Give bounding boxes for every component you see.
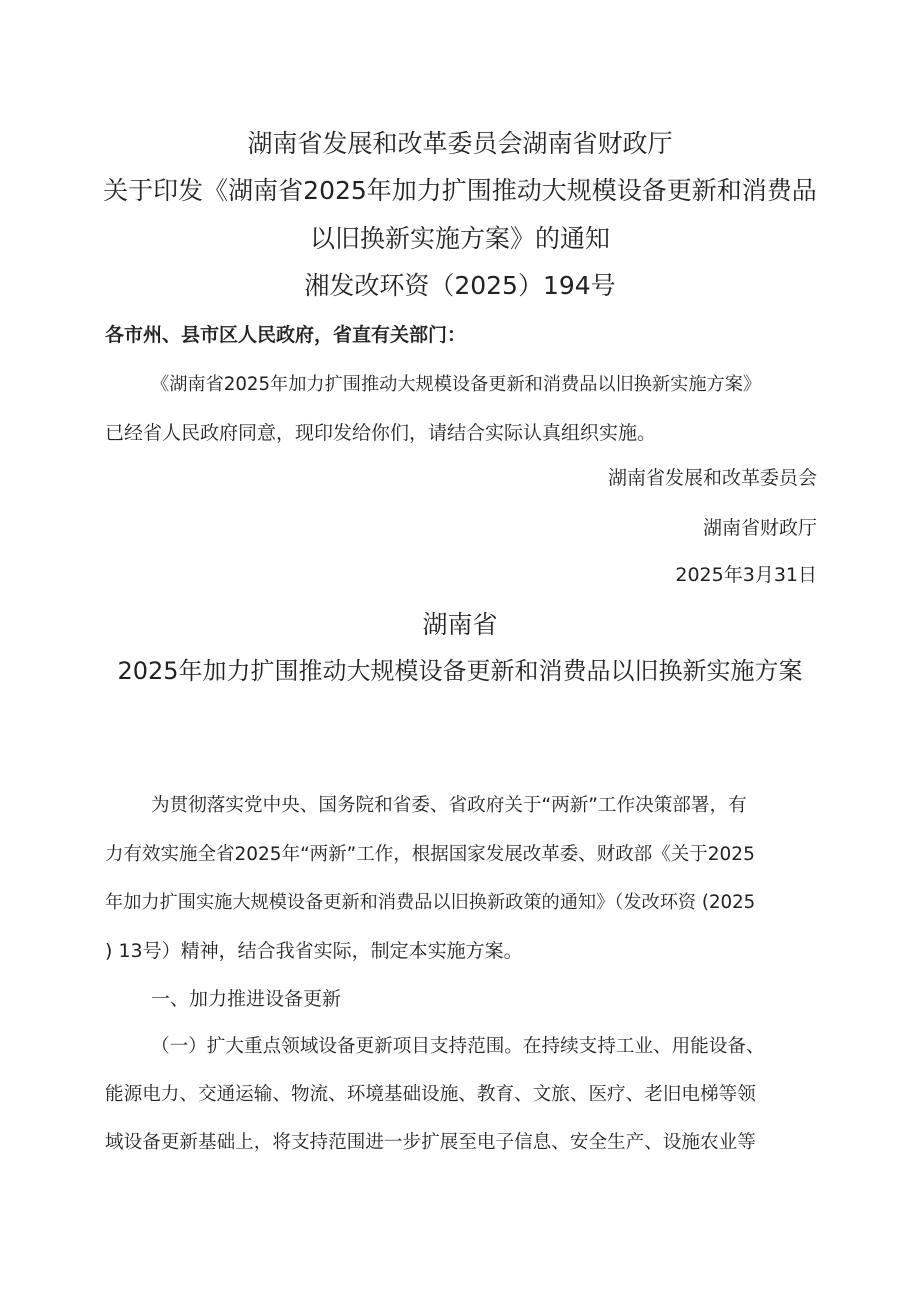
notice-body-line-1: 《湖南省2025年加力扩围推动大规模设备更新和消费品以旧换新实施方案》 — [151, 374, 762, 395]
notice-date: 2025年3月31日 — [675, 564, 817, 586]
subsection-line-1: （一）扩大重点领域设备更新项目支持范围。在持续支持工业、用能设备、 — [151, 1036, 765, 1057]
signature-drc: 湖南省发展和改革委员会 — [607, 467, 817, 489]
plan-title-line-2: 2025年加力扩围推动大规模设备更新和消费品以旧换新实施方案 — [117, 657, 803, 685]
intro-line-2: 力有效实施全省2025年“两新”工作，根据国家发展改革委、财政部《关于2025 — [105, 844, 755, 865]
intro-line-1: 为贯彻落实党中央、国务院和省委、省政府关于“两新”工作决策部署，有 — [151, 795, 747, 816]
document-number: 湘发改环资（2025）194号 — [304, 271, 616, 300]
notice-title-line-1: 湖南省发展和改革委员会湖南省财政厅 — [247, 129, 673, 158]
notice-body-line-2: 已经省人民政府同意，现印发给你们，请结合实际认真组织实施。 — [105, 422, 657, 444]
section-heading-1: 一、加力推进设备更新 — [151, 988, 342, 1010]
subsection-line-3: 域设备更新基础上，将支持范围进一步扩展至电子信息、安全生产、设施农业等 — [105, 1132, 756, 1153]
intro-line-3: 年加力扩围实施大规模设备更新和消费品以旧换新政策的通知》（发改环资 (2025 — [105, 892, 756, 913]
salutation: 各市州、县市区人民政府，省直有关部门： — [105, 324, 467, 346]
intro-line-4: ) 13号）精神，结合我省实际，制定本实施方案。 — [105, 940, 523, 962]
notice-title-line-2: 关于印发《湖南省2025年加力扩围推动大规模设备更新和消费品 — [103, 176, 817, 205]
notice-title-line-3: 以旧换新实施方案》的通知 — [309, 224, 610, 253]
plan-title-line-1: 湖南省 — [422, 610, 498, 639]
subsection-line-2: 能源电力、交通运输、物流、环境基础设施、教育、文旅、医疗、老旧电梯等领 — [105, 1084, 756, 1105]
signature-finance: 湖南省财政厅 — [702, 517, 817, 539]
